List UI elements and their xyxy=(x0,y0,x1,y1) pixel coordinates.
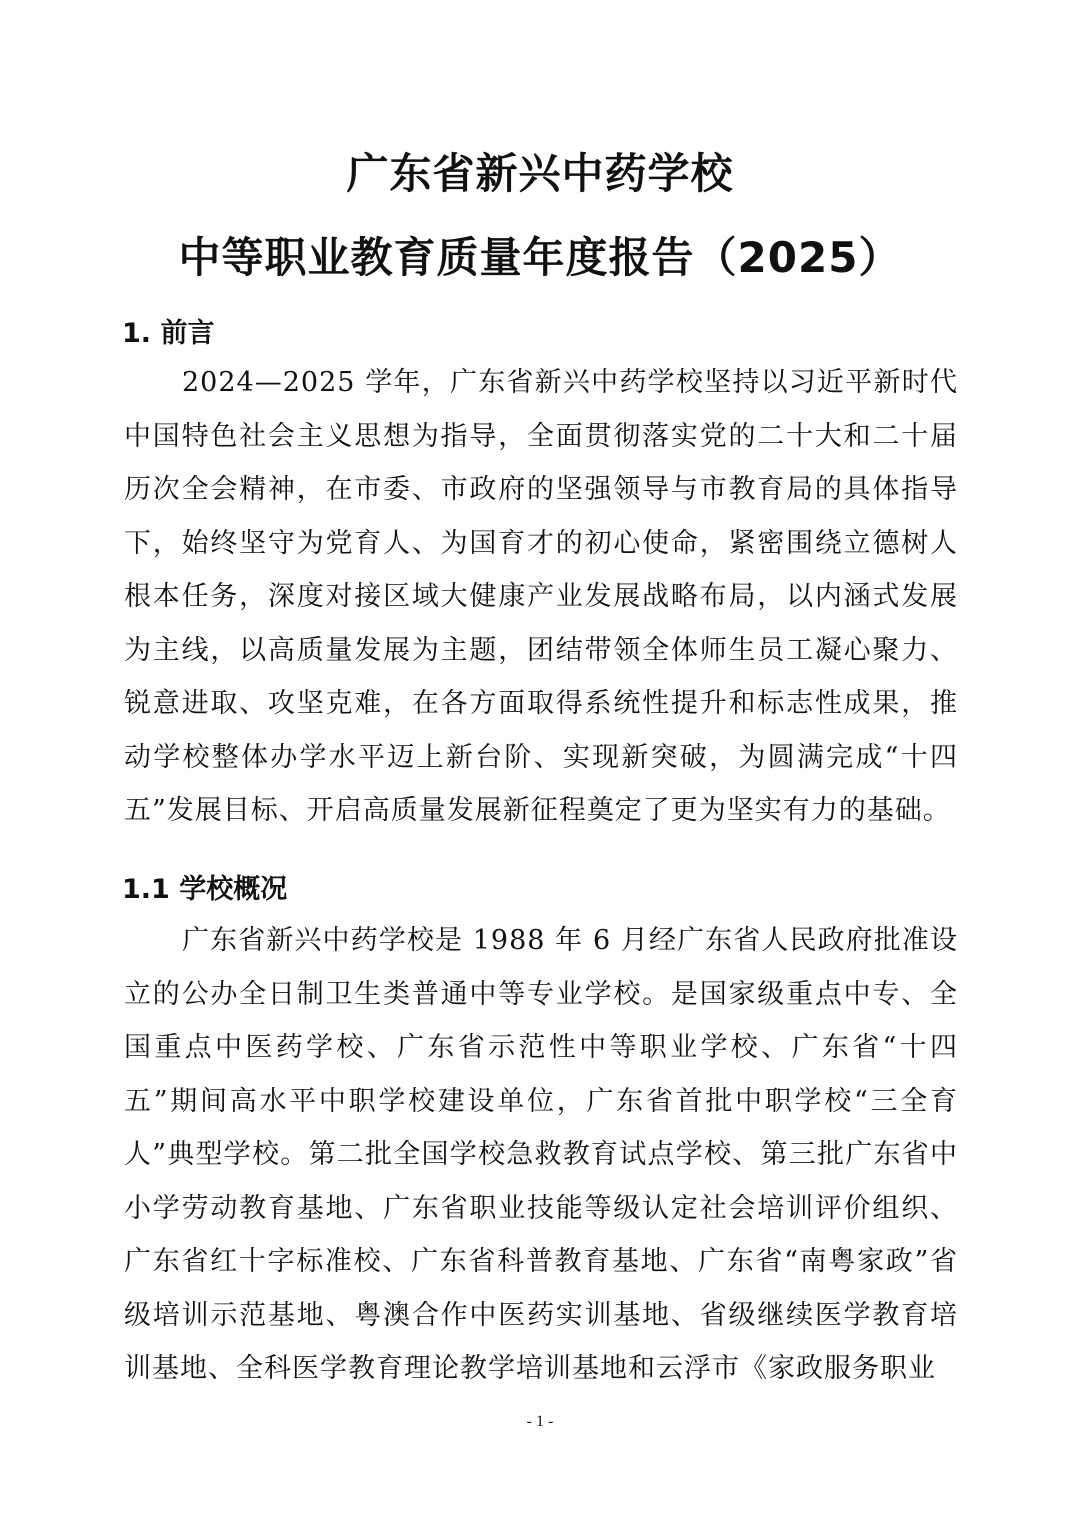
page-number: - 1 - xyxy=(526,1413,554,1430)
section-heading-preface: 1. 前言 xyxy=(122,318,215,349)
section-heading-school-overview: 1.1 学校概况 xyxy=(122,874,288,905)
document-title-line2: 中等职业教育质量年度报告（2025） xyxy=(178,233,902,282)
section-body-preface: 2024—2025 学年，广东省新兴中药学校坚持以习近平新时代中国特色社会主义思想为指导，全面贯彻落实党的二十大和二十届历次全会精神，在市委、市政府的坚强领导与市教育局的具体指导下，始终坚守为党育人、为国育才的初心使命，紧密围绕立德树人根本任务，深度对接区域大健康产业发展战略布局，以内涵式发展为主线，以高质量发展为主题，团结带领全体师生员工凝心聚力、锐意进取、攻坚克难，在各方面取得系统性提升和标志性成果，推动学校整体办学水平迈上新台阶、实现新突破，为圆满完成“十四五”发展目标、开启高质量发展新征程奠定了更为坚实有力的基础。 xyxy=(124,367,958,826)
section-body-school-overview: 广东省新兴中药学校是 1988 年 6 月经广东省人民政府批准设立的公办全日制卫生类普通中等专业学校。是国家级重点中专、全国重点中医药学校、广东省示范性中等职业学校、广东省“十四五”期间高水平中职学校建设单位，广东省首批中职学校“三全育人”典型学校。第二批全国学校急救教育试点学校、第三批广东省中小学劳动教育基地、广东省职业技能等级认定社会培训评价组织、广东省红十字标准校、广东省科普教育基地、广东省“南粤家政”省级培训示范基地、粤澳合作中医药实训基地、省级继续医学教育培训基地、全科医学教育理论教学培训基地和云浮市《家政服务职业 xyxy=(124,925,958,1384)
document-title-line1: 广东省新兴中药学校 xyxy=(346,149,734,198)
